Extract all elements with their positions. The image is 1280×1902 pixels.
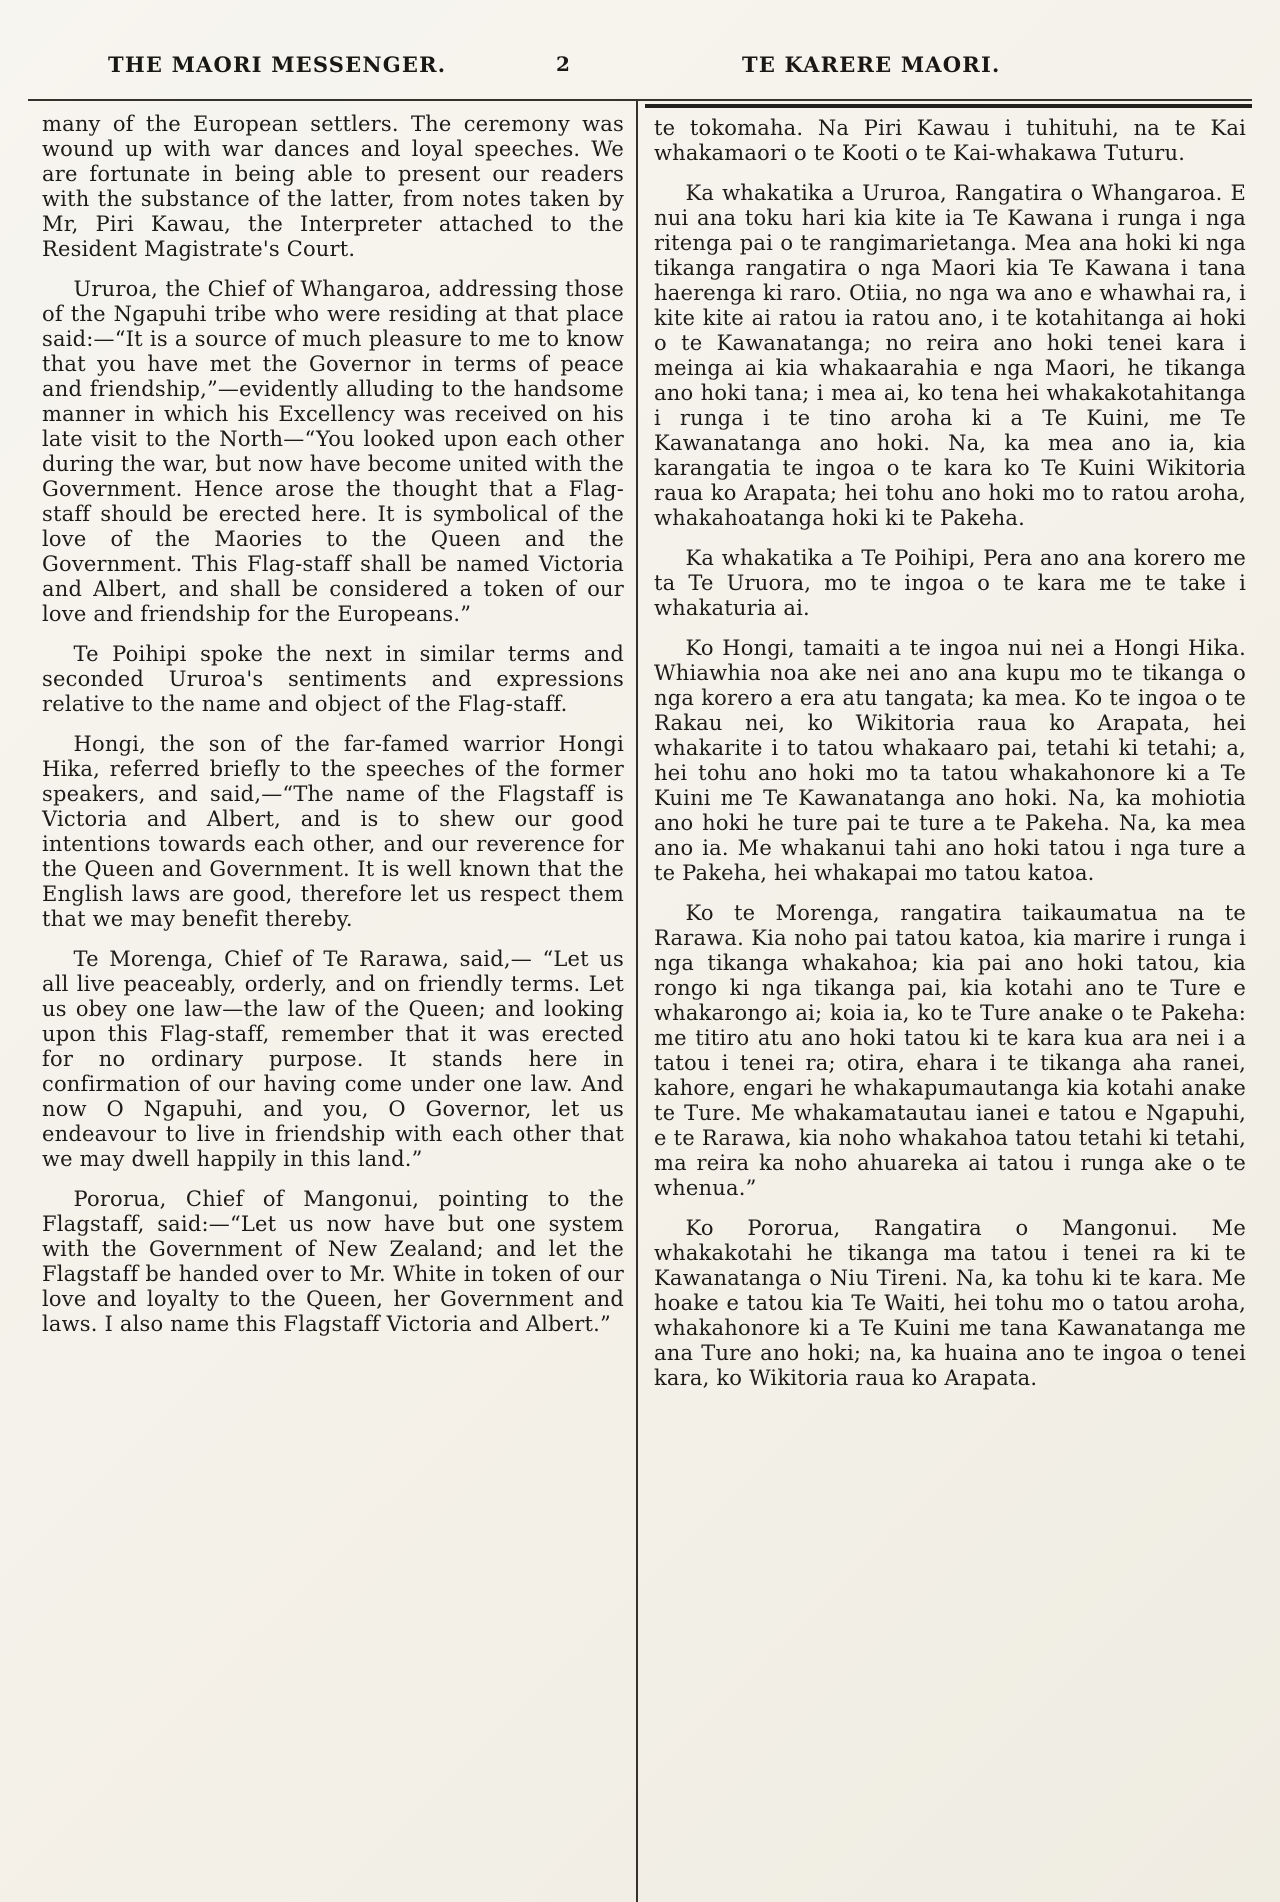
- paragraph: many of the European settlers. The ceremony was wound up with war dances and loyal speeches. We are fortunate in being able to present our readers with the substance of the latter, from notes taken by Mr, Piri Kawau, the Interpreter attached to the Resident Magistrate's Court.: [42, 112, 624, 261]
- header-rule: [28, 99, 1252, 101]
- page-number: 2: [556, 52, 570, 76]
- paragraph: Ko Pororua, Rangatira o Mangonui. Me whakakotahi he tikanga ma tatou i tenei ra ki te Kawanatanga o Niu Tireni. Na, ka tohu ki te kara. Me hoake e tatou kia Te Waiti, hei tohu mo o tatou aroha, whakahonore ki a Te Kuini me tana Kawanatanga me ana Ture ano hoki; na, ka huaina ano te ingoa o tenei kara, ko Wikitoria raua ko Arapata.: [654, 1216, 1246, 1390]
- paragraph: Hongi, the son of the far-famed warrior Hongi Hika, referred briefly to the speeches of the former speakers, and said,—“The name of the Flagstaff is Victoria and Albert, and is to shew our good intentions towards each other, and our reverence for the Queen and Government. It is well known that the English laws are good, therefore let us respect them that we may benefit thereby.: [42, 732, 624, 931]
- paragraph: Te Morenga, Chief of Te Rarawa, said,— “Let us all live peaceably, orderly, and on friendly terms. Let us obey one law—the law of the Queen; and looking upon this Flag-staff, remember that it was erected for no ordinary purpose. It stands here in confirmation of our having come under one law. And now O Ngapuhi, and you, O Governor, let us endeavour to live in friendship with each other that we may dwell happily in this land.”: [42, 947, 624, 1171]
- paragraph: Ururoa, the Chief of Whangaroa, addressing those of the Ngapuhi tribe who were residing at that place said:—“It is a source of much pleasure to me to know that you have met the Governor in terms of peace and friendship,”—evidently alluding to the handsome manner in which his Excellency was received on his late visit to the North—“You looked upon each other during the war, but now have become united with the Government. Hence arose the thought that a Flag-staff should be erected here. It is symbolical of the love of the Maories to the Queen and the Government. This Flag-staff shall be named Victoria and Albert, and shall be considered a token of our love and friendship for the Europeans.”: [42, 277, 624, 626]
- paragraph: Te Poihipi spoke the next in similar terms and seconded Ururoa's sentiments and expressions relative to the name and object of the Flag-staff.: [42, 642, 624, 716]
- left-column-english-text: [42, 112, 624, 1352]
- right-column-maori-text: [654, 116, 1246, 1406]
- paragraph: Pororua, Chief of Mangonui, pointing to the Flagstaff, said:—“Let us now have but one system with the Government of New Zealand; and let the Flagstaff be handed over to Mr. White in token of our love and loyalty to the Queen, her Government and laws. I also name this Flagstaff Victoria and Albert.”: [42, 1187, 624, 1336]
- paragraph: Ko te Morenga, rangatira taikaumatua na te Rarawa. Kia noho pai tatou katoa, kia marire i runga i nga tikanga whakahoa; kia pai ano hoki tatou, kia rongo ki nga tikanga pai, kia kotahi ano te Ture e whakarongo ai; koia ia, ko te Ture anake o te Pakeha: me titiro atu ano hoki tatou ki te kara kua ara nei i a tatou i tenei ra; otira, ehara i te tikanga aha ranei, kahore, engari he whakapumautanga kia kotahi anake te Ture. Me whakamatautau ianei e tatou e Ngapuhi, e te Rarawa, kia noho whakahoa tatou tetahi ki tetahi, ma reira ka noho ahuareka ai tatou i runga ake o te whenua.”: [654, 901, 1246, 1200]
- paragraph: Ka whakatika a Ururoa, Rangatira o Whangaroa. E nui ana toku hari kia kite ia Te Kawana i runga i nga ritenga pai o te rangimarietanga. Mea ana hoki ki nga tikanga rangatira o nga Maori kia Te Kawana i tana haerenga ki raro. Otiia, no nga wa ano e whawhai ra, i kite kite ai ratou ia ratou ano, i te kotahitanga ai hoki o te Kawanatanga; no reira ano hoki tenei kara i meinga ai kia whakaarahia e nga Maori, he tikanga ano hoki tana; i mea ai, ko tena hei whakakotahitanga i runga i te tino aroha ki a Te Kuini, me Te Kawanatanga ano hoki. Na, ka mea ano ia, kia karangatia te ingoa o te kara ko Te Kuini Wikitoria raua ko Arapata; hei tohu ano hoki mo to ratou aroha, whakahoatanga hoki ki te Pakeha.: [654, 181, 1246, 530]
- newspaper-title-left: THE MAORI MESSENGER.: [108, 52, 447, 77]
- paragraph: te tokomaha. Na Piri Kawau i tuhituhi, na te Kai whakamaori o te Kooti o te Kai-whakawa Tuturu.: [654, 116, 1246, 165]
- right-column-top-rule: [645, 104, 1252, 108]
- paragraph: Ka whakatika a Te Poihipi, Pera ano ana korero me ta Te Uruora, mo te ingoa o te kara me te take i whakaturia ai.: [654, 546, 1246, 620]
- newspaper-title-right: TE KARERE MAORI.: [742, 52, 1001, 77]
- paragraph: Ko Hongi, tamaiti a te ingoa nui nei a Hongi Hika. Whiawhia noa ake nei ano ana kupu mo te tikanga o nga korero a era atu tangata; ka mea. Ko te ingoa o te Rakau nei, ko Wikitoria raua ko Arapata, hei whakarite i to tatou whakaaro pai, tetahi ki tetahi; a, hei tohu ano hoki mo ta tatou whakahonore ki a Te Kuini me Te Kawanatanga ano hoki. Na, ka mohiotia ano hoki he ture pai te ture a te Pakeha. Na, ka mea ano ia. Me whakanui tahi ano hoki tatou i nga ture a te Pakeha, hei whakapai mo tatou katoa.: [654, 636, 1246, 885]
- column-divider: [636, 99, 638, 1902]
